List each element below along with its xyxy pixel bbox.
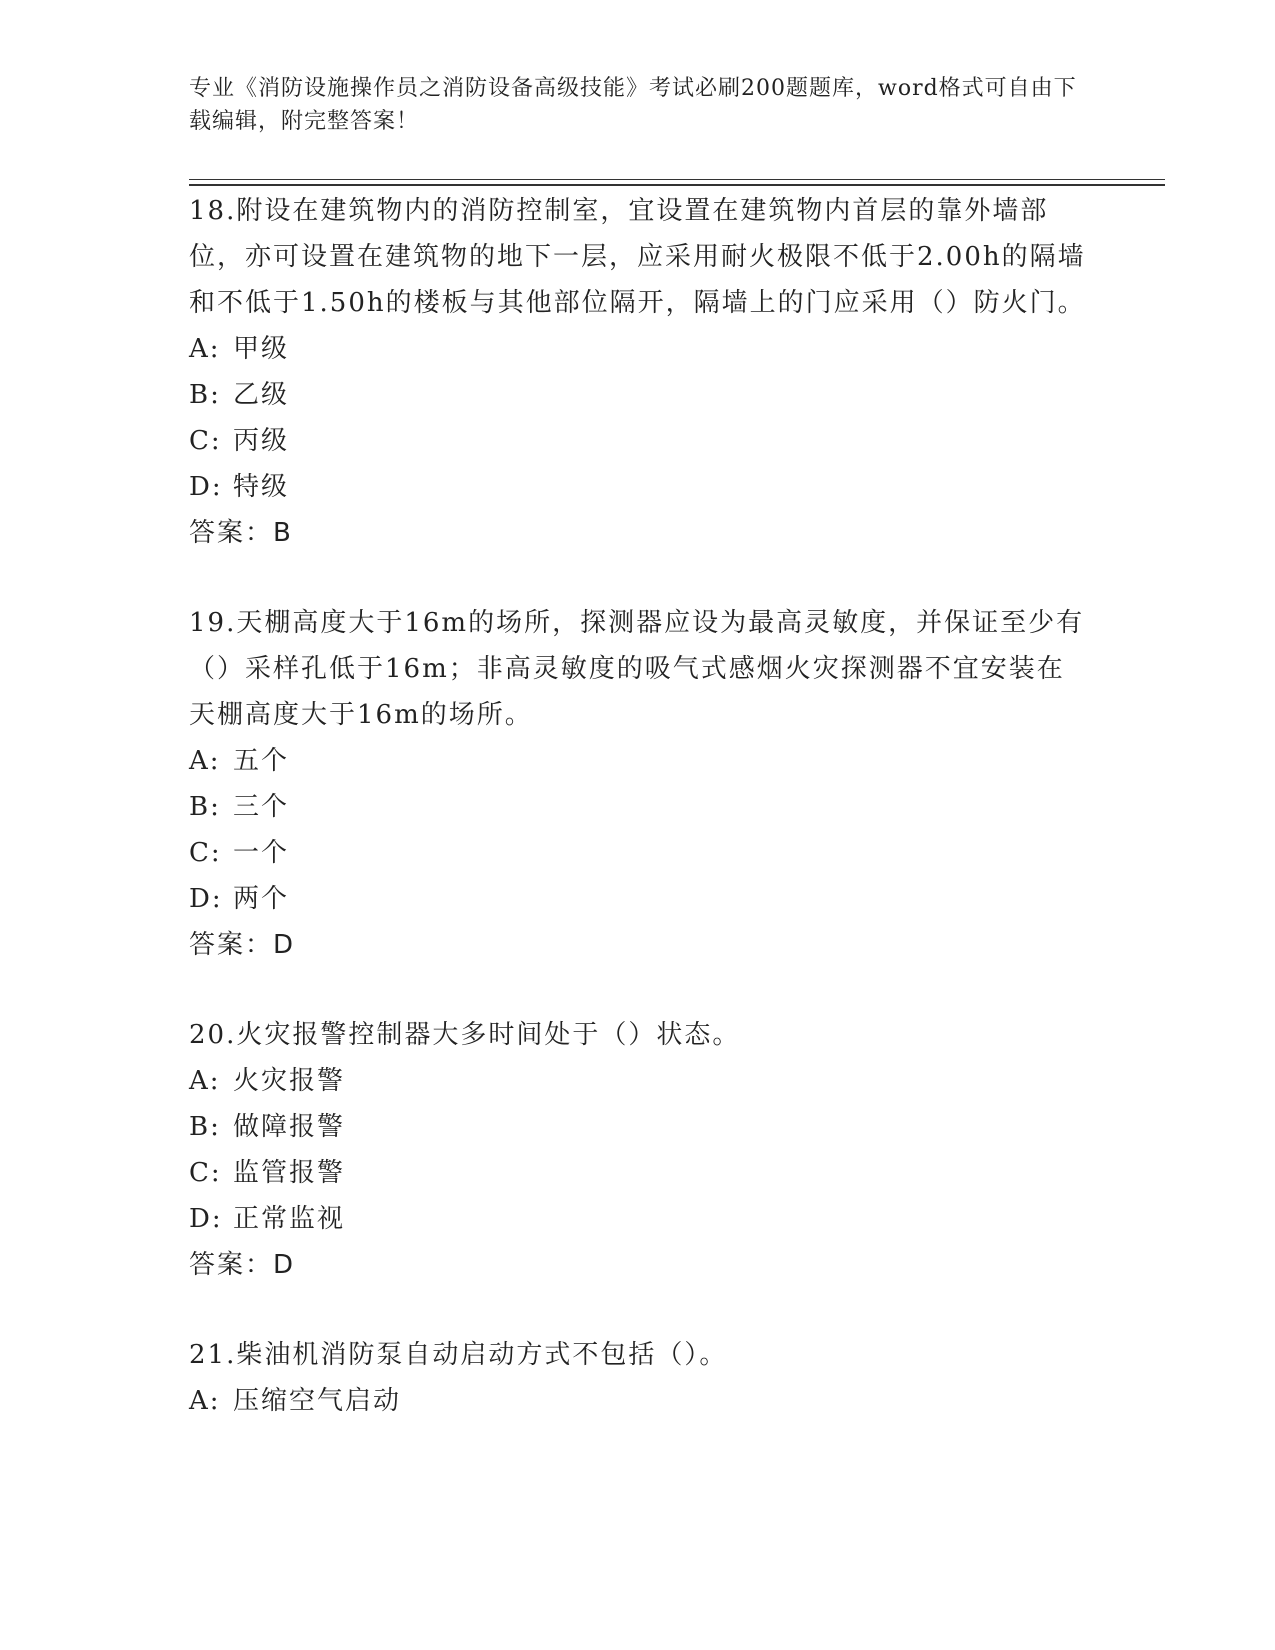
option-letter: D: bbox=[189, 884, 223, 914]
question-18 bbox=[189, 188, 1089, 556]
option-letter: C: bbox=[189, 838, 222, 868]
answer-line: 答案：D bbox=[189, 930, 296, 960]
option-text: 特级 bbox=[233, 472, 290, 502]
option-letter: D: bbox=[189, 1204, 223, 1234]
option-letter: C: bbox=[189, 1158, 222, 1188]
question-stem: 18.附设在建筑物内的消防控制室，宜设置在建筑物内首层的靠外墙部位，亦可设置在建筑物的地下一层，应采用耐火极限不低于2.00h的隔墙和不低于1.50h的楼板与其他部位隔开，隔墙上的门应采用（）防火门。 bbox=[189, 196, 1086, 318]
option-d bbox=[189, 876, 1089, 922]
option-letter: A: bbox=[189, 1066, 221, 1096]
option-letter: B: bbox=[189, 1112, 221, 1142]
option-d bbox=[189, 464, 1089, 510]
option-b bbox=[189, 1104, 1089, 1150]
option-c bbox=[189, 1150, 1089, 1196]
header-divider-thick bbox=[189, 184, 1165, 186]
option-text: 三个 bbox=[233, 792, 290, 822]
option-letter: A: bbox=[189, 334, 221, 364]
question-21 bbox=[189, 1332, 1089, 1424]
option-text: 火灾报警 bbox=[233, 1066, 346, 1096]
question-stem: 20.火灾报警控制器大多时间处于（）状态。 bbox=[189, 1020, 741, 1050]
header-divider-thin bbox=[189, 179, 1165, 180]
question-19 bbox=[189, 600, 1089, 968]
option-letter: D: bbox=[189, 472, 223, 502]
answer-line: 答案：D bbox=[189, 1250, 296, 1280]
question-list bbox=[189, 188, 1089, 1468]
option-letter: C: bbox=[189, 426, 222, 456]
option-text: 压缩空气启动 bbox=[233, 1386, 402, 1416]
answer-line: 答案：B bbox=[189, 518, 293, 548]
option-a bbox=[189, 326, 1089, 372]
option-d bbox=[189, 1196, 1089, 1242]
question-stem: 19.天棚高度大于16m的场所，探测器应设为最高灵敏度，并保证至少有（）采样孔低于16m；非高灵敏度的吸气式感烟火灾探测器不宜安装在天棚高度大于16m的场所。 bbox=[189, 608, 1085, 730]
option-text: 正常监视 bbox=[233, 1204, 346, 1234]
option-letter: B: bbox=[189, 792, 221, 822]
option-letter: A: bbox=[189, 1386, 221, 1416]
option-b bbox=[189, 372, 1089, 418]
option-text: 监管报警 bbox=[233, 1158, 346, 1188]
option-letter: A: bbox=[189, 746, 221, 776]
option-c bbox=[189, 830, 1089, 876]
option-a bbox=[189, 1378, 1089, 1424]
option-c bbox=[189, 418, 1089, 464]
option-a bbox=[189, 738, 1089, 784]
option-a bbox=[189, 1058, 1089, 1104]
option-b bbox=[189, 784, 1089, 830]
question-stem: 21.柴油机消防泵自动启动方式不包括（）。 bbox=[189, 1340, 728, 1370]
option-text: 乙级 bbox=[233, 380, 290, 410]
option-text: 两个 bbox=[233, 884, 290, 914]
document-header: 专业《消防设施操作员之消防设备高级技能》考试必刷200题题库，word格式可自由下载编辑，附完整答案！ bbox=[189, 76, 1077, 134]
option-text: 做障报警 bbox=[233, 1112, 346, 1142]
option-letter: B: bbox=[189, 380, 221, 410]
option-text: 一个 bbox=[233, 838, 290, 868]
question-20 bbox=[189, 1012, 1089, 1288]
option-text: 甲级 bbox=[233, 334, 290, 364]
option-text: 丙级 bbox=[233, 426, 290, 456]
option-text: 五个 bbox=[233, 746, 290, 776]
